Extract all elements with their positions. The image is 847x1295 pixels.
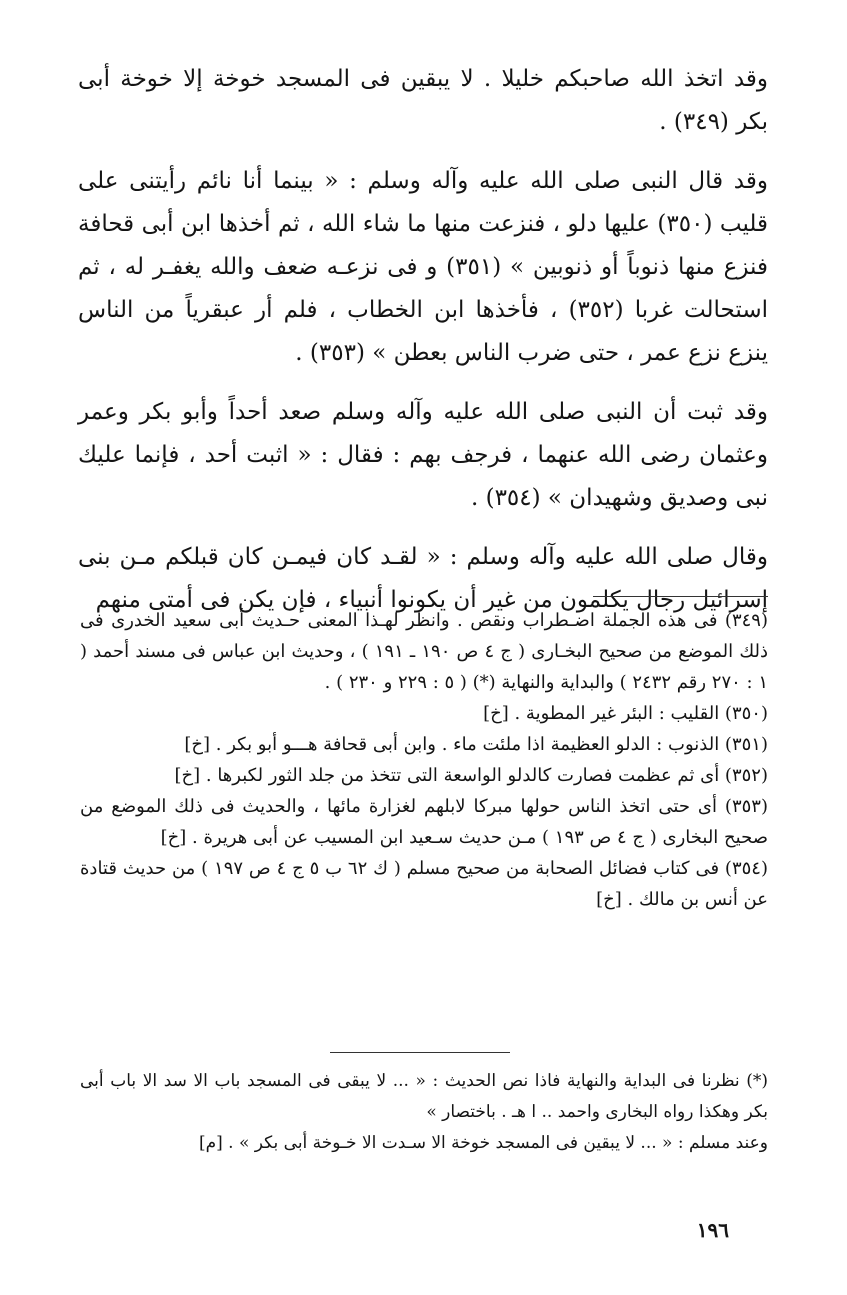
paragraph-4: وقال صلى الله عليه وآله وسلم : « لقـد كان فيمـن كان قبلكم مـن بنى إسرائيل رجال يكلمون من غير أن يكونوا أنبياء ، فإن يكن فى أمتى منهم	[78, 544, 768, 613]
main-text	[78, 58, 768, 638]
paragraph-2: وقد قال النبى صلى الله عليه وآله وسلم : « بينما أنا نائم رأيتنى على قليب (٣٥٠) عليها دلو ، فنزعت منها ما شاء الله ، ثم أخذها ابن أبى قحافة فنزع منها ذنوباً أو ذنوبين » (٣٥١) و فى نزعـه ضعف والله يغفـر له ، ثم استحالت غربا (٣٥٢) ، فأخذها ابن الخطاب ، فلم أر عبقرياً من الناس ينزع نزع عمر ، حتى ضرب الناس بعطن » (٣٥٣) .	[78, 168, 768, 366]
page-number: ١٩٦	[696, 1218, 729, 1242]
paragraph-3: وقد ثبت أن النبى صلى الله عليه وآله وسلم صعد أحداً وأبو بكر وعمر وعثمان رضى الله عنهما ، فرجف بهم : فقال : « اثبت أحد ، فإنما عليك نبى وصديق وشهيدان » (٣٥٤) .	[78, 399, 768, 511]
editor-note-2: وعند مسلم : « ... لا يبقين فى المسجد خوخة الا سـدت الا خـوخة أبى بكر » . [م]	[198, 1133, 768, 1153]
footnote-350: (٣٥٠) القليب : البئر غير المطوية . [خ]	[483, 703, 768, 724]
footnote-divider	[593, 596, 768, 597]
editor-notes	[80, 1066, 768, 1159]
editor-note-1: (*) نظرنا فى البداية والنهاية فاذا نص الحديث : « ... لا يبقى فى المسجد باب الا سد الا باب أبى بكر وهكذا رواه البخارى واحمد .. ا هـ . باختصار »	[80, 1071, 768, 1122]
paragraph-1: وقد اتخذ الله صاحبكم خليلا . لا يبقين فى المسجد خوخة إلا خوخة أبى بكر (٣٤٩) .	[78, 66, 768, 135]
footnote-353: (٣٥٣) أى حتى اتخذ الناس حولها مبركا لابلهم لغزارة مائها ، والحديث فى ذلك الموضع من صحيح البخارى ( ج ٤ ص ١٩٣ ) مـن حديث سـعيد ابن المسيب عن أبى هريرة . [خ]	[80, 796, 768, 848]
footnote-352: (٣٥٢) أى ثم عظمت فصارت كالدلو الواسعة التى تتخذ من جلد الثور لكبرها . [خ]	[174, 765, 768, 786]
editor-notes-divider	[330, 1052, 510, 1053]
footnote-349: (٣٤٩) فى هذه الجملة اضـطراب ونقص . وانظر لهـذا المعنى حـديث أبى سعيد الخدرى فى ذلك الموضع من صحيح البخـارى ( ج ٤ ص ١٩٠ ـ ١٩١ ) ، وحديث ابن عباس فى مسند أحمد ( ١ : ٢٧٠ رقم ٢٤٣٢ ) والبداية والنهاية (*) ( ٥ : ٢٢٩ و ٢٣٠ ) .	[80, 610, 768, 693]
footnote-351: (٣٥١) الذنوب : الدلو العظيمة اذا ملئت ماء . وابن أبى قحافة هـــو أبو بكر . [خ]	[184, 734, 768, 755]
footnote-354: (٣٥٤) فى كتاب فضائل الصحابة من صحيح مسلم ( ك ٦٢ ب ٥ ج ٤ ص ١٩٧ ) من حديث قتادة عن أنس بن مالك . [خ]	[80, 858, 768, 910]
footnotes	[80, 605, 768, 915]
